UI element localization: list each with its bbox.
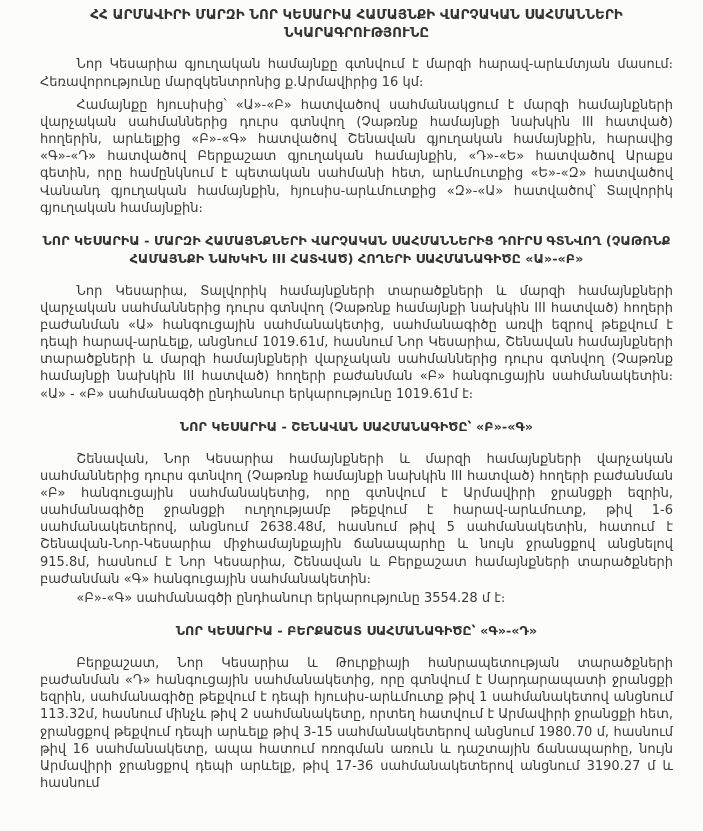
section-heading-b-g: ՆՈՐ ԿԵՍԱՐԻԱ - ՇԵՆԱՎԱՆ ՍԱՀՄԱՆԱԳԻԾԸ՝ «Բ»-«Գ» (179, 419, 534, 435)
section-a-b-paragraph: Նոր Կեսարիա, Տալվորիկ համայնքների տարածքների և մարզի համայնքների վարչական սահմաններից դուրս գտնվող (Չաթռնք համայնքի նախկին III հատված) հողերի բաժանման «Ա» հանգուցային սահմանակետից, սահմանագիծը առվի եզրով թեքվում է դեպի հարավ-արևելք, անցնում 1019.61մ, հասնում Նոր Կեսարիա, Շենավան համայնքների տարածքների և մարզի համայնքների վարչական սահմաններից դուրս գտնվող (Չաթռնք համայնքի նախկին III հատված) հողերի բաժանման «Բ» հանգուցային սահմանակետին։ «Ա» - «Բ» սահմանագծի ընդհանուր երկարությունը 1019.61մ է։ (40, 283, 673, 402)
intro-paragraph-borders: Համայնքը հյուսիսից՝ «Ա»-«Բ» հատվածով սահմանակցում է մարզի համայնքների վարչական սահմաններից դուրս գտնվող (Չաթռնք համայնքի նախկին III հատված) հողերին, արևելքից «Բ»-«Գ» հատվածով Շենավան գյուղական համայնքին, հարավից «Գ»-«Դ» հատվածով Բերքաշատ գյուղական համայնքին, «Դ»-«Ե» հատվածով Արաքս գետին, որը համընկնում է պետական սահմանի հետ, արևմուտքից «Ե»-«Զ» հատվածով Վանանդ գյուղական համայնքին, հյուսիս-արևմուտքից «Զ»-«Ա» հատվածով՝ Տալվորիկ գյուղական համայնքին։ (40, 97, 673, 216)
section-heading-a-b: ՆՈՐ ԿԵՍԱՐԻԱ - ՄԱՐԶԻ ՀԱՄԱՅՆՔՆԵՐԻ ՎԱՐՉԱԿԱՆ ՍԱՀՄԱՆՆԵՐԻՑ ԴՈՒՐՍ ԳՏՆՎՈՂ (ՉԱԹՌՆՔ ՀԱՄԱՅՆՔԻ ՆԱԽԿԻՆ III ՀԱՏՎԱԾ) ՀՈՂԵՐԻ ՍԱՀՄԱՆԱԳԻԾԸ «Ա»-«Բ» (42, 233, 671, 267)
section-g-d-paragraph: Բերքաշատ, Նոր Կեսարիա և Թուրքիայի հանրապետության տարածքների բաժանման «Դ» հանգուցային սահմանակետից, որը գտնվում է Սարդարապատի ջրանցքի եզրին, սահմանագիծը թեքվում է դեպի հյուսիս-արևմուտք թիվ 1 սահմանակետով անցնում 113.32մ, հասնում մինչև թիվ 2 սահմանակետը, որտեղ հատվում է Արմավիրի ջրանցքի հետ, ջրանցքով թեքվում դեպի արևելք թիվ 3-15 սահմանակետերով անցնում 1980.70 մ, հասնում թիվ 16 սահմանակետը, ապա հատում ոռոգման առուն և դաշտային ճանապարհը, նույն Արմավիրի ջրանցքով դեպի արևելք, թիվ 17-36 սահմանակետերով անցնում 3190.27 մ և հասնում (40, 655, 673, 792)
section-b-g-total-length: «Բ»-«Գ» սահմանագծի ընդհանուր երկարությունը 3554.28 մ է։ (76, 590, 506, 606)
intro-paragraph-location: Նոր Կեսարիա գյուղական համայնքը գտնվում է մարզի հարավ-արևմտյան մասում։ Հեռավորությունը մարզկենտրոնից ք.Արմավիրից 16 կմ։ (40, 57, 673, 90)
document-title: ՀՀ ԱՐՄԱՎԻՐԻ ՄԱՐԶԻ ՆՈՐ ԿԵՍԱՐԻԱ ՀԱՄԱՅՆՔԻ ՎԱՐՉԱԿԱՆ ՍԱՀՄԱՆՆԵՐԻ ՆԿԱՐԱԳՐՈՒԹՅՈՒՆԸ (90, 7, 623, 42)
section-heading-g-d: ՆՈՐ ԿԵՍԱՐԻԱ - ԲԵՐՔԱՇԱՏ ՍԱՀՄԱՆԱԳԻԾԸ՝ «Գ»-«Դ» (175, 624, 538, 640)
section-b-g-paragraph: Շենավան, Նոր Կեսարիա համայնքների և մարզի համայնքների վարչական սահմաններից դուրս գտնվող (Չաթռնք համայնքի նախկին III հատված) հողերի բաժանման «Բ» հանգուցային սահմանակետից, որը գտնվում է Արմավիրի ջրանցքի եզրին, սահմանագիծը ջրանցքի ուղղությամբ թեքվում է հարավ-արևմուտք, թիվ 1-6 սահմանակետերով, անցնում 2638.48մ, հասնում թիվ 5 սահմանակետին, հատում է Շենավան-Նոր-Կեսարիա միջհամայնքային ճանապարհը և նույն ջրանցքով անցնելով 915.8մ, հասնում է Նոր Կեսարիա, Շենավան և Բերքաշատ համայնքների տարածքների բաժանման «Գ» հանգուցային սահմանակետին։ (40, 451, 673, 587)
